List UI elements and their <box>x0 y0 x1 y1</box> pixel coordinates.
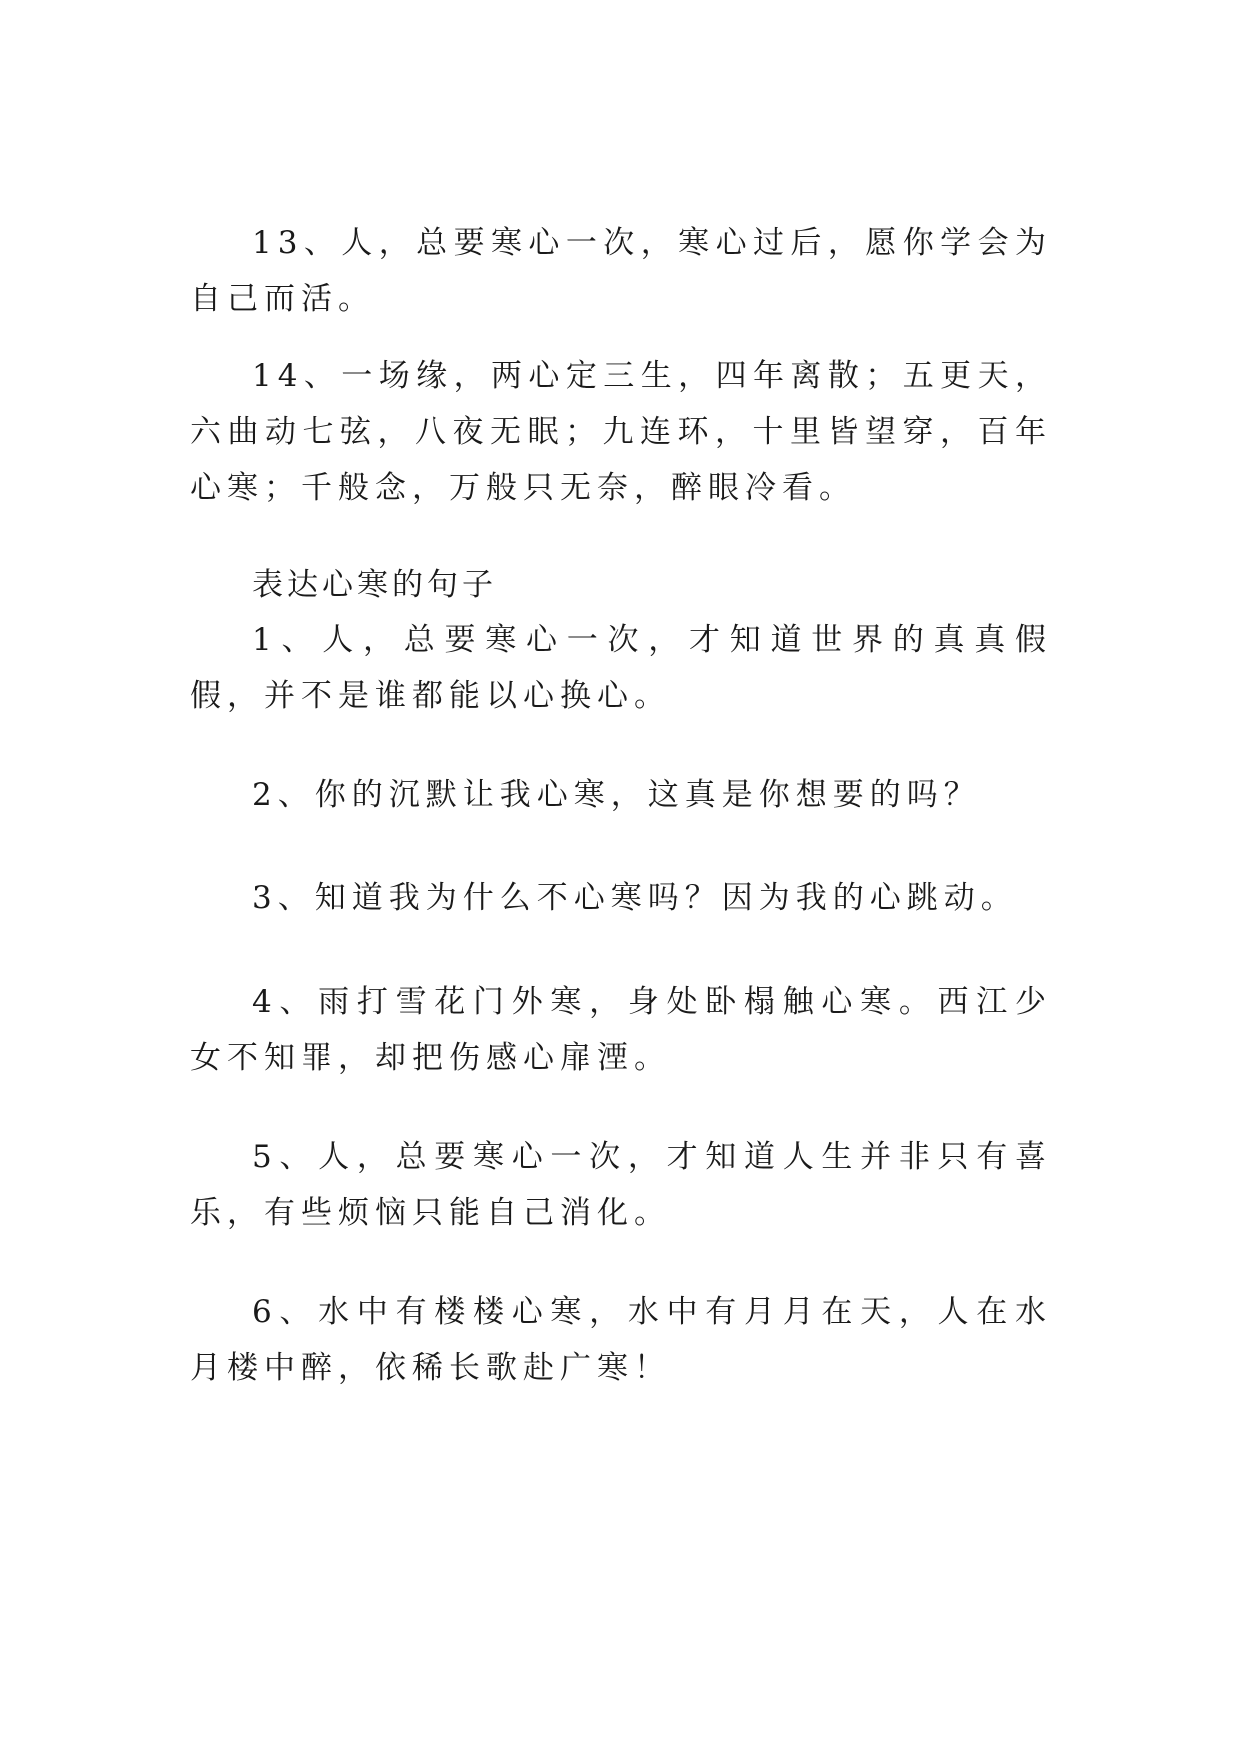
section-item-6: 6、水中有楼楼心寒，水中有月月在天，人在水月楼中醉，依稀长歌赴广寒！ <box>190 1294 1052 1386</box>
paragraph-14: 14、一场缘，两心定三生，四年离散；五更天，六曲动七弦，八夜无眠；九连环，十里皆望穿，百年心寒；千般念，万般只无奈，醉眼冷看。 <box>190 358 1052 506</box>
section-heading: 表达心寒的句子 <box>252 567 497 603</box>
section-item-5: 5、人，总要寒心一次，才知道人生并非只有喜乐，有些烦恼只能自己消化。 <box>190 1139 1052 1231</box>
section-item-4: 4、雨打雪花门外寒，身处卧榻触心寒。西江少女不知罪，却把伤感心扉湮。 <box>190 984 1052 1076</box>
section-item-2: 2、你的沉默让我心寒，这真是你想要的吗？ <box>252 777 981 813</box>
section-item-3: 3、知道我为什么不心寒吗？因为我的心跳动。 <box>252 880 1018 916</box>
section-item-1: 1、人，总要寒心一次，才知道世界的真真假假，并不是谁都能以心换心。 <box>190 622 1052 714</box>
paragraph-13: 13、人，总要寒心一次，寒心过后，愿你学会为自己而活。 <box>190 225 1052 317</box>
